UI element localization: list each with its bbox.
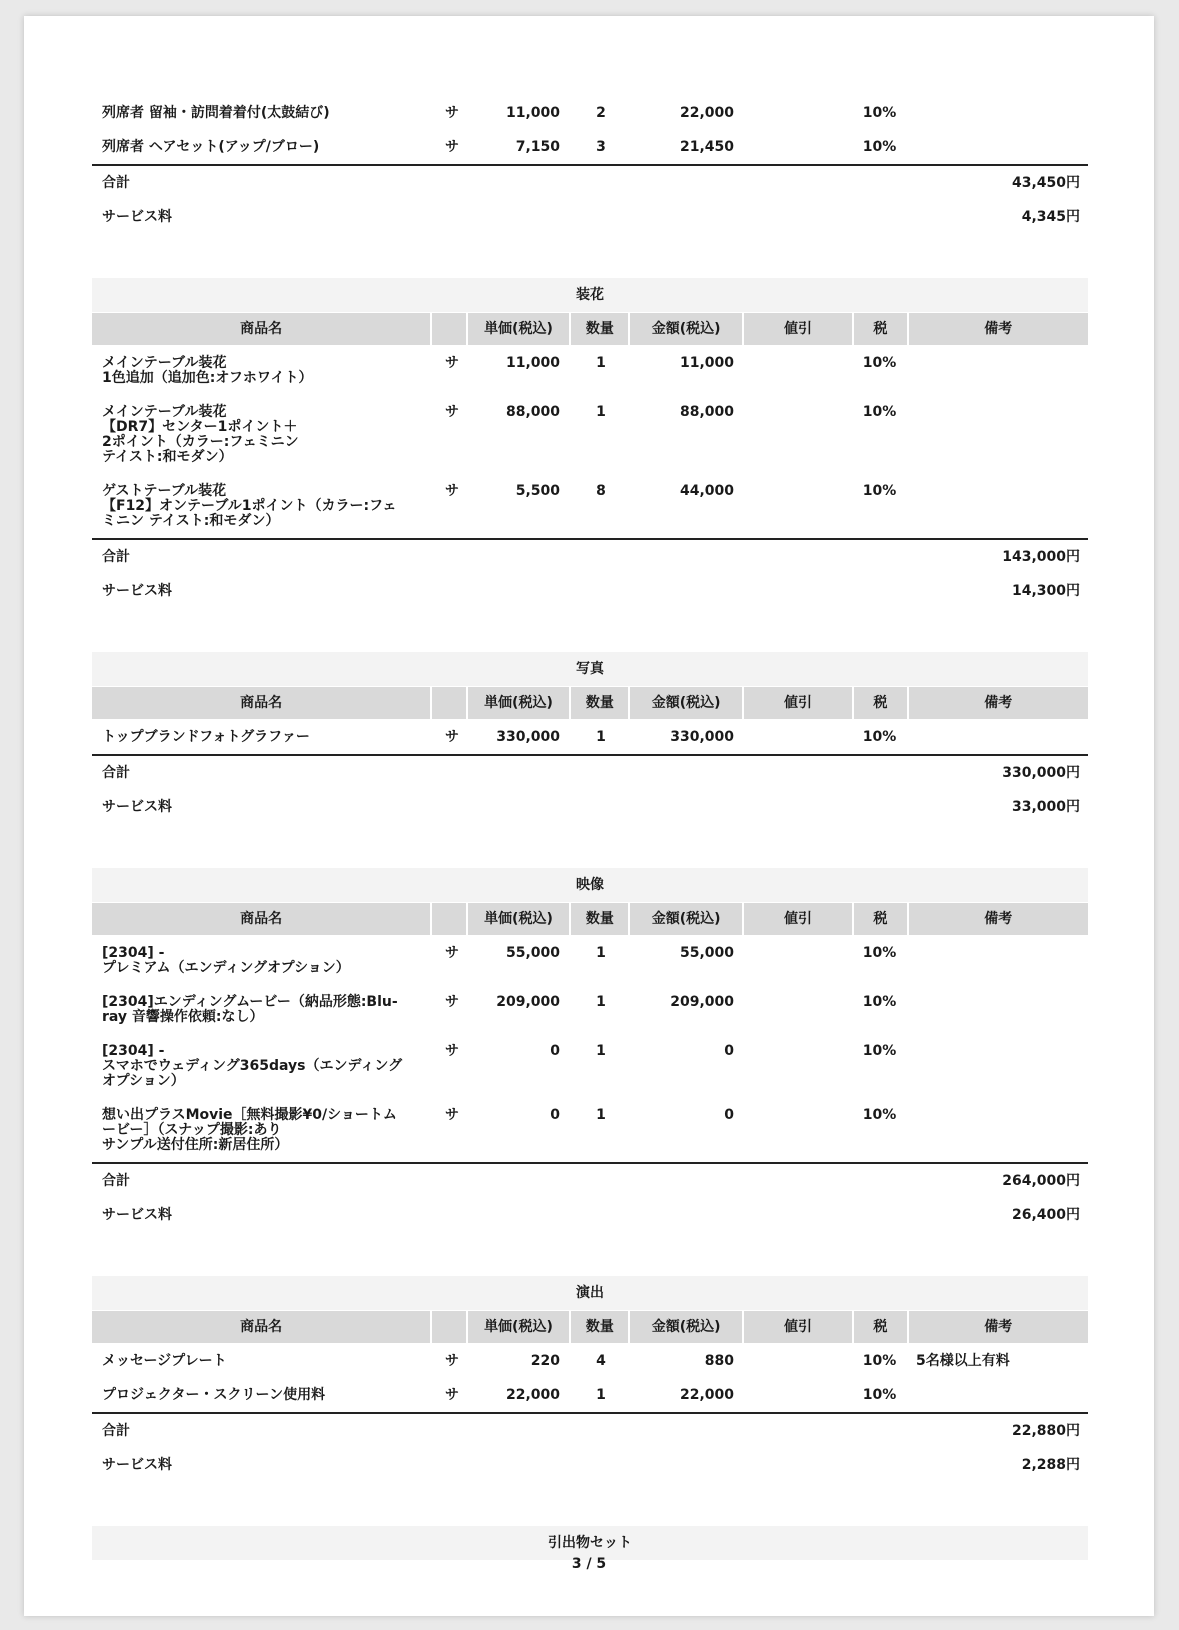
page-number: 3 / 5 bbox=[571, 1556, 607, 1572]
page-content bbox=[92, 16, 1088, 1560]
item-tax: 10% bbox=[862, 139, 897, 155]
item-amount: 11,000 bbox=[679, 355, 734, 371]
section-spacer bbox=[92, 608, 1088, 652]
column-header: 金額(税込) bbox=[630, 313, 741, 345]
section-spacer bbox=[92, 234, 1088, 278]
item-amount: 209,000 bbox=[670, 994, 734, 1010]
total-row bbox=[92, 1164, 1088, 1198]
item-quantity: 1 bbox=[596, 994, 606, 1010]
column-header: 備考 bbox=[909, 687, 1088, 719]
total-value: 264,000円 bbox=[1002, 1173, 1080, 1189]
item-service-flag: サ bbox=[445, 139, 459, 155]
item-unit-price: 5,500 bbox=[515, 483, 560, 499]
column-header: 単価(税込) bbox=[468, 903, 570, 935]
column-header: 備考 bbox=[909, 903, 1088, 935]
item-name-line: トップブランドフォトグラファー bbox=[102, 729, 310, 745]
service-fee-label: サービス料 bbox=[102, 1207, 172, 1223]
item-tax: 10% bbox=[862, 945, 897, 961]
total-label: 合計 bbox=[102, 175, 130, 191]
item-amount: 55,000 bbox=[679, 945, 734, 961]
column-header: 税 bbox=[854, 313, 906, 345]
item-unit-price: 209,000 bbox=[496, 994, 560, 1010]
item-unit-price: 22,000 bbox=[505, 1387, 560, 1403]
item-tax: 10% bbox=[862, 1107, 897, 1123]
item-quantity: 4 bbox=[596, 1353, 606, 1369]
table-row bbox=[92, 474, 1088, 538]
column-header: 商品名 bbox=[92, 903, 430, 935]
column-header: 商品名 bbox=[92, 1311, 430, 1343]
item-service-flag: サ bbox=[445, 483, 459, 499]
item-unit-price: 0 bbox=[550, 1107, 560, 1123]
total-value: 22,880円 bbox=[1011, 1423, 1080, 1439]
table-row bbox=[92, 1378, 1088, 1412]
item-name-line: ゲストテーブル装花 bbox=[102, 483, 227, 499]
item-name-line: [2304]エンディングムービー（納品形態:Blu- bbox=[102, 994, 398, 1010]
section-title: 演出 bbox=[92, 1276, 1088, 1310]
item-quantity: 1 bbox=[596, 355, 606, 371]
item-name-line: ray 音響操作依頼:なし） bbox=[102, 1009, 264, 1025]
item-name-line: 2ポイント（カラー:フェミニン bbox=[102, 434, 299, 450]
item-name-line: ービー］（スナップ撮影:あり bbox=[102, 1122, 282, 1138]
item-amount: 44,000 bbox=[679, 483, 734, 499]
section-title: 装花 bbox=[92, 278, 1088, 312]
table-row bbox=[92, 395, 1088, 474]
item-tax: 10% bbox=[862, 483, 897, 499]
line-item-section bbox=[92, 1232, 1088, 1482]
column-header bbox=[432, 313, 466, 345]
item-name-line: 【DR7】センター1ポイント＋ bbox=[102, 419, 298, 435]
column-header: 備考 bbox=[909, 313, 1088, 345]
item-service-flag: サ bbox=[445, 945, 459, 961]
column-header: 数量 bbox=[571, 313, 628, 345]
item-name bbox=[92, 1388, 435, 1403]
section-title-gift-set: 引出物セット bbox=[92, 1526, 1088, 1560]
item-service-flag: サ bbox=[445, 1353, 459, 1369]
item-tax: 10% bbox=[862, 105, 897, 121]
item-name-line: テイスト:和モダン） bbox=[102, 449, 233, 465]
column-header: 金額(税込) bbox=[630, 903, 741, 935]
item-tax: 10% bbox=[862, 729, 897, 745]
item-service-flag: サ bbox=[445, 355, 459, 371]
column-header: 備考 bbox=[909, 1311, 1088, 1343]
table-row bbox=[92, 346, 1088, 395]
item-quantity: 2 bbox=[596, 105, 606, 121]
item-quantity: 1 bbox=[596, 404, 606, 420]
column-header bbox=[432, 1311, 466, 1343]
item-unit-price: 55,000 bbox=[505, 945, 560, 961]
item-quantity: 8 bbox=[596, 483, 606, 499]
line-item-section bbox=[92, 234, 1088, 608]
total-row bbox=[92, 540, 1088, 574]
line-item-section bbox=[92, 608, 1088, 824]
column-header: 単価(税込) bbox=[468, 1311, 570, 1343]
table-row bbox=[92, 720, 1088, 754]
item-tax: 10% bbox=[862, 1387, 897, 1403]
column-header: 金額(税込) bbox=[630, 687, 741, 719]
item-unit-price: 7,150 bbox=[515, 139, 560, 155]
item-tax: 10% bbox=[862, 1353, 897, 1369]
item-name-line: 列席者 ヘアセット(アップ/ブロー) bbox=[102, 139, 320, 155]
item-service-flag: サ bbox=[445, 729, 459, 745]
item-unit-price: 88,000 bbox=[505, 404, 560, 420]
item-tax: 10% bbox=[862, 1043, 897, 1059]
item-tax: 10% bbox=[862, 994, 897, 1010]
item-name bbox=[92, 1354, 435, 1369]
item-amount: 330,000 bbox=[670, 729, 734, 745]
total-label: 合計 bbox=[102, 549, 130, 565]
item-quantity: 1 bbox=[596, 945, 606, 961]
total-row bbox=[92, 756, 1088, 790]
column-header: 税 bbox=[854, 903, 906, 935]
item-unit-price: 0 bbox=[550, 1043, 560, 1059]
item-name-line: 想い出プラスMovie［無料撮影¥0/ショートム bbox=[102, 1107, 397, 1123]
service-fee-row bbox=[92, 1448, 1088, 1482]
column-header: 税 bbox=[854, 1311, 906, 1343]
table-row bbox=[92, 985, 1088, 1034]
total-row bbox=[92, 1414, 1088, 1448]
item-amount: 880 bbox=[704, 1353, 734, 1369]
column-header: 値引 bbox=[744, 687, 852, 719]
item-quantity: 1 bbox=[596, 1043, 606, 1059]
item-name-line: メインテーブル装花 bbox=[102, 355, 227, 371]
column-header: 値引 bbox=[744, 313, 852, 345]
total-value: 330,000円 bbox=[1002, 765, 1080, 781]
column-header: 値引 bbox=[744, 1311, 852, 1343]
service-fee-row bbox=[92, 1198, 1088, 1232]
total-row bbox=[92, 166, 1088, 200]
column-header: 数量 bbox=[571, 903, 628, 935]
table-row bbox=[92, 1098, 1088, 1162]
item-name-line: プロジェクター・スクリーン使用料 bbox=[102, 1387, 326, 1403]
item-name-line: メッセージプレート bbox=[102, 1353, 227, 1369]
item-quantity: 3 bbox=[596, 139, 606, 155]
column-header: 金額(税込) bbox=[630, 1311, 741, 1343]
item-name-line: オプション） bbox=[102, 1073, 185, 1089]
item-service-flag: サ bbox=[445, 105, 459, 121]
item-name bbox=[92, 946, 435, 976]
section-spacer bbox=[92, 1232, 1088, 1276]
column-header: 値引 bbox=[744, 903, 852, 935]
table-row bbox=[92, 96, 1088, 130]
table-header bbox=[92, 686, 1088, 720]
section-title: 写真 bbox=[92, 652, 1088, 686]
item-name bbox=[92, 730, 435, 745]
table-row bbox=[92, 1344, 1088, 1378]
line-item-section bbox=[92, 824, 1088, 1232]
item-unit-price: 11,000 bbox=[505, 355, 560, 371]
item-amount: 22,000 bbox=[679, 1387, 734, 1403]
column-header: 商品名 bbox=[92, 687, 430, 719]
total-label: 合計 bbox=[102, 1423, 130, 1439]
table-row bbox=[92, 936, 1088, 985]
item-service-flag: サ bbox=[445, 1107, 459, 1123]
item-unit-price: 330,000 bbox=[496, 729, 560, 745]
item-name bbox=[92, 1044, 435, 1089]
item-note: 5名様以上有料 bbox=[916, 1353, 1010, 1369]
section-spacer bbox=[92, 824, 1088, 868]
item-service-flag: サ bbox=[445, 404, 459, 420]
item-name-line: 列席者 留袖・訪問着着付(太鼓結び) bbox=[102, 105, 330, 121]
top-items-table bbox=[92, 96, 1088, 164]
column-header: 税 bbox=[854, 687, 906, 719]
service-fee-label: サービス料 bbox=[102, 583, 172, 599]
item-name-line: サンプル送付住所:新居住所） bbox=[102, 1137, 289, 1153]
item-quantity: 1 bbox=[596, 1107, 606, 1123]
column-header: 単価(税込) bbox=[468, 687, 570, 719]
item-name bbox=[92, 484, 435, 529]
section-title: 映像 bbox=[92, 868, 1088, 902]
item-name-line: 1色追加（追加色:オフホワイト） bbox=[102, 370, 313, 386]
column-header: 単価(税込) bbox=[468, 313, 570, 345]
item-name bbox=[92, 140, 435, 155]
item-amount: 0 bbox=[724, 1043, 734, 1059]
service-fee-value: 33,000円 bbox=[1011, 799, 1080, 815]
sections bbox=[92, 234, 1088, 1482]
item-name bbox=[92, 1108, 435, 1153]
item-unit-price: 11,000 bbox=[505, 105, 560, 121]
service-fee-value: 14,300円 bbox=[1011, 583, 1080, 599]
service-fee-value: 2,288円 bbox=[1021, 1457, 1080, 1473]
item-amount: 22,000 bbox=[679, 105, 734, 121]
total-value: 43,450円 bbox=[1011, 175, 1080, 191]
item-service-flag: サ bbox=[445, 1387, 459, 1403]
column-header: 商品名 bbox=[92, 313, 430, 345]
service-fee-row bbox=[92, 574, 1088, 608]
item-name bbox=[92, 405, 435, 465]
item-name bbox=[92, 356, 435, 386]
item-quantity: 1 bbox=[596, 729, 606, 745]
service-fee-value: 4,345円 bbox=[1021, 209, 1080, 225]
table-header bbox=[92, 1310, 1088, 1344]
service-fee-row bbox=[92, 790, 1088, 824]
item-name bbox=[92, 995, 435, 1025]
item-amount: 0 bbox=[724, 1107, 734, 1123]
item-name-line: プレミアム（エンディングオプション） bbox=[102, 960, 350, 976]
column-header bbox=[432, 687, 466, 719]
item-tax: 10% bbox=[862, 355, 897, 371]
table-header bbox=[92, 312, 1088, 346]
item-service-flag: サ bbox=[445, 1043, 459, 1059]
item-name-line: スマホでウェディング365days（エンディング bbox=[102, 1058, 403, 1074]
service-fee-value: 26,400円 bbox=[1011, 1207, 1080, 1223]
item-amount: 88,000 bbox=[679, 404, 734, 420]
table-header bbox=[92, 902, 1088, 936]
document-page bbox=[24, 16, 1154, 1616]
item-name-line: 【F12】オンテーブル1ポイント（カラー:フェ bbox=[102, 498, 397, 514]
column-header bbox=[432, 903, 466, 935]
service-fee-label: サービス料 bbox=[102, 1457, 172, 1473]
total-label: 合計 bbox=[102, 765, 130, 781]
item-amount: 21,450 bbox=[679, 139, 734, 155]
column-header: 数量 bbox=[571, 687, 628, 719]
item-name bbox=[92, 106, 435, 121]
item-quantity: 1 bbox=[596, 1387, 606, 1403]
item-name-line: メインテーブル装花 bbox=[102, 404, 227, 420]
item-unit-price: 220 bbox=[530, 1353, 560, 1369]
column-header: 数量 bbox=[571, 1311, 628, 1343]
service-fee-row bbox=[92, 200, 1088, 234]
item-tax: 10% bbox=[862, 404, 897, 420]
item-name-line: ミニン テイスト:和モダン） bbox=[102, 513, 280, 529]
item-name-line: [2304] - bbox=[102, 945, 165, 961]
table-row bbox=[92, 1034, 1088, 1098]
table-row bbox=[92, 130, 1088, 164]
service-fee-label: サービス料 bbox=[102, 209, 172, 225]
service-fee-label: サービス料 bbox=[102, 799, 172, 815]
top-summary bbox=[92, 166, 1088, 234]
item-name-line: [2304] - bbox=[102, 1043, 165, 1059]
item-service-flag: サ bbox=[445, 994, 459, 1010]
total-value: 143,000円 bbox=[1002, 549, 1080, 565]
total-label: 合計 bbox=[102, 1173, 130, 1189]
